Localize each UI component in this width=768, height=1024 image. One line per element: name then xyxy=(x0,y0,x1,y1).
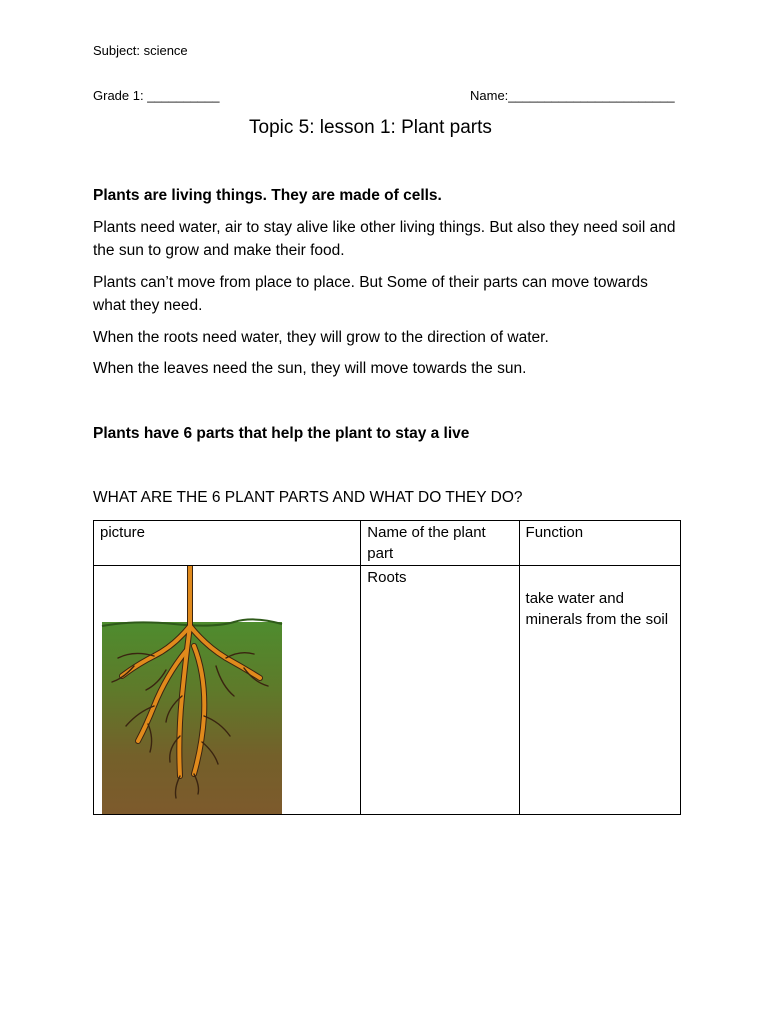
grade-field: Grade 1: __________ xyxy=(93,88,220,103)
roots-name-cell: Roots xyxy=(361,566,519,815)
soil-block xyxy=(102,622,282,814)
question-heading: WHAT ARE THE 6 PLANT PARTS AND WHAT DO THEY DO? xyxy=(93,489,523,506)
header-picture: picture xyxy=(94,521,361,566)
section-heading-six-parts: Plants have 6 parts that help the plant to stay a live xyxy=(93,425,470,442)
paragraph-plant-needs: Plants need water, air to stay alive like other living things. But also they need soil and the sun to grow and make their food. xyxy=(93,219,676,259)
roots-function-cell xyxy=(519,566,680,815)
paragraph-living-things: Plants are living things. They are made of cells. xyxy=(93,187,442,204)
table-row xyxy=(94,566,681,815)
paragraph-plant-movement: Plants can’t move from place to place. But Some of their parts can move towards what they need. xyxy=(93,274,648,314)
paragraph-roots-water: When the roots need water, they will grow to the direction of water. xyxy=(93,329,549,346)
roots-picture-cell xyxy=(94,566,361,815)
subject-label: Subject: science xyxy=(93,43,188,58)
paragraph-leaves-sun: When the leaves need the sun, they will move towards the sun. xyxy=(93,360,527,377)
plant-parts-table xyxy=(93,520,681,815)
name-field: Name:_______________________ xyxy=(470,88,675,103)
roots-function-text: take water and minerals from the soil xyxy=(525,590,669,628)
header-function: Function xyxy=(519,521,680,566)
page-title: Topic 5: lesson 1: Plant parts xyxy=(249,117,492,138)
header-plant-part-name: Name of the plant part xyxy=(361,521,519,566)
table-header-row xyxy=(94,521,681,566)
roots-illustration xyxy=(94,566,356,814)
